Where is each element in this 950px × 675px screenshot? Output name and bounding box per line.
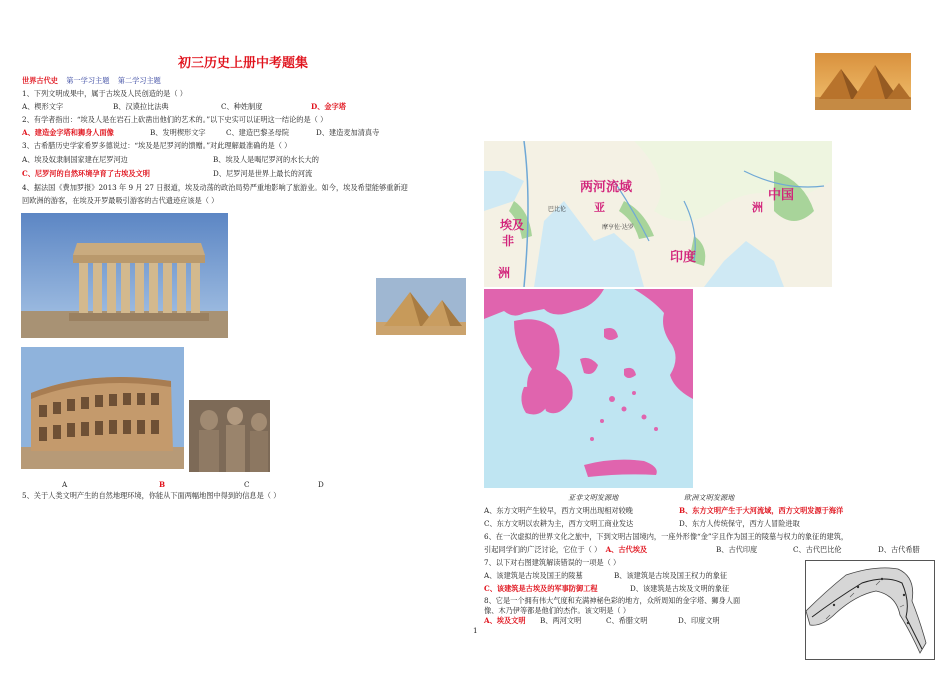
terracotta-warriors-photo bbox=[189, 400, 270, 472]
q5-option-c: C、东方文明以农耕为主，西方文明工商业发达 bbox=[484, 519, 634, 528]
question-3: 3、古希腊历史学家希罗多德说过：“埃及是尼罗河的馈赠。”对此理解最准确的是（ ） bbox=[22, 141, 292, 150]
map-label-egypt: 埃及 bbox=[500, 218, 525, 232]
question-8-line-1: 8、它是一个拥有伟大气度和充满神秘色彩的地方，众所周知的金字塔、狮身人面 bbox=[484, 596, 741, 605]
question-4-line-1: 4、据法国《费加罗报》2013 年 9 月 27 日报道，埃及动荡的政治局势严重地影响了旅游业。如今，埃及希望能够重新迎 bbox=[22, 183, 408, 192]
section-theme-2: 第二学习主题 bbox=[117, 76, 161, 85]
q5-option-d: D、东方人传统保守，西方人冒险进取 bbox=[679, 519, 800, 528]
q7-option-c-answer: C、该建筑是古埃及的军事防御工程 bbox=[484, 584, 598, 593]
q8-option-d: D、印度文明 bbox=[678, 616, 720, 625]
q5-option-b-answer: B、东方文明产生于大河流域，西方文明发源于海洋 bbox=[679, 506, 844, 515]
colosseum-photo bbox=[21, 347, 184, 469]
q6-option-a-answer: A、古代埃及 bbox=[605, 545, 648, 554]
pyramids-photo bbox=[376, 278, 466, 335]
question-6-stem: 引起同学们的广泛讨论，它位于（ ） bbox=[484, 545, 602, 554]
q6-option-c: C、古代巴比伦 bbox=[793, 545, 842, 554]
parthenon-photo bbox=[21, 213, 228, 338]
q3-option-d: D、尼罗河是世界上最长的河流 bbox=[213, 169, 313, 178]
q6-option-b: B、古代印度 bbox=[716, 545, 758, 554]
question-6-line-2 bbox=[484, 545, 647, 555]
page-title: 初三历史上册中考题集 bbox=[178, 56, 309, 71]
q3-option-a: A、埃及奴隶制国家建在尼罗河边 bbox=[22, 155, 128, 164]
map-caption-asia-africa: 亚非文明发源地 bbox=[568, 493, 619, 502]
map-caption-europe: 欧洲文明发源地 bbox=[684, 493, 735, 502]
asia-africa-civilizations-map bbox=[484, 141, 832, 287]
map-label-india: 印度 bbox=[670, 250, 697, 265]
nile-region-map bbox=[805, 560, 935, 660]
map-label-africa-1: 非 bbox=[502, 234, 515, 248]
photo-option-d: D bbox=[318, 480, 324, 489]
q7-option-b: B、该建筑是古埃及国王权力的象征 bbox=[614, 571, 728, 580]
photo-option-c: C bbox=[244, 480, 250, 489]
greece-aegean-map bbox=[484, 289, 693, 488]
q2-option-c: C、建造巴黎圣母院 bbox=[226, 128, 290, 137]
q7-option-a: A、该建筑是古埃及国王的陵墓 bbox=[484, 571, 583, 580]
question-4-line-2: 回欧洲的游客，在埃及开罗最吸引游客的古代遗迹应该是（ ） bbox=[22, 196, 219, 205]
map-label-asia-1: 亚 bbox=[594, 201, 605, 214]
map-label-babylon: 巴比伦 bbox=[548, 206, 567, 213]
question-5: 5、关于人类文明产生的自然地理环境，你能从下面两幅地图中得到的信息是（ ） bbox=[22, 491, 281, 500]
giza-pyramids-photo bbox=[815, 53, 911, 110]
q5-option-a: A、东方文明产生较早，西方文明出现相对较晚 bbox=[484, 506, 633, 515]
map-label-asia-2: 洲 bbox=[752, 201, 763, 214]
q1-option-a: A、楔形文字 bbox=[22, 102, 64, 111]
page-number: 1 bbox=[473, 626, 478, 635]
map-label-mohenjo-daro: 摩亨佐·达罗 bbox=[602, 224, 634, 231]
question-7: 7、以下对右图建筑解读错误的一项是（ ） bbox=[484, 558, 621, 567]
question-8-line-2: 像、木乃伊等都是他们的杰作。该文明是（ ） bbox=[484, 606, 631, 615]
q3-option-c-answer: C、尼罗河的自然环境孕育了古埃及文明 bbox=[22, 169, 150, 178]
q1-option-d-answer: D、金字塔 bbox=[311, 102, 346, 111]
q2-option-a-answer: A、建造金字塔和狮身人面像 bbox=[22, 128, 114, 137]
q7-option-d: D、该建筑是古埃及文明的象征 bbox=[630, 584, 730, 593]
section-header bbox=[22, 76, 161, 86]
question-1: 1、下列文明成果中，属于古埃及人民创造的是（ ） bbox=[22, 89, 187, 98]
q8-option-a-answer: A、埃及文明 bbox=[484, 616, 526, 625]
section-world-ancient: 世界古代史 bbox=[22, 76, 58, 85]
q1-option-c: C、种姓制度 bbox=[221, 102, 263, 111]
q8-option-b: B、两河文明 bbox=[540, 616, 582, 625]
photo-option-b-answer: B bbox=[159, 480, 166, 489]
question-2: 2、有学者指出：“埃及人是在岩石上砍凿出他们的艺术的。”以下史实可以证明这一结论的是（ ） bbox=[22, 115, 328, 124]
q2-option-b: B、发明楔形文字 bbox=[150, 128, 206, 137]
map-label-china: 中国 bbox=[768, 188, 795, 203]
map-label-two-rivers: 两河流域 bbox=[580, 180, 633, 195]
q3-option-b: B、埃及人是喝尼罗河的水长大的 bbox=[213, 155, 319, 164]
q8-option-c: C、希腊文明 bbox=[606, 616, 648, 625]
question-6-line-1: 6、在一次虚拟的世界文化之旅中，下到文明古国境内，一座外形像“金”字且作为国王的陵墓与权力的象征的建筑， bbox=[484, 532, 849, 541]
q1-option-b: B、汉谟拉比法典 bbox=[113, 102, 169, 111]
map-label-africa-2: 洲 bbox=[498, 266, 511, 280]
photo-option-a: A bbox=[62, 480, 68, 489]
section-theme-1: 第一学习主题 bbox=[66, 76, 110, 85]
q6-option-d: D、古代希腊 bbox=[878, 545, 920, 554]
q2-option-d: D、建造麦加清真寺 bbox=[316, 128, 380, 137]
